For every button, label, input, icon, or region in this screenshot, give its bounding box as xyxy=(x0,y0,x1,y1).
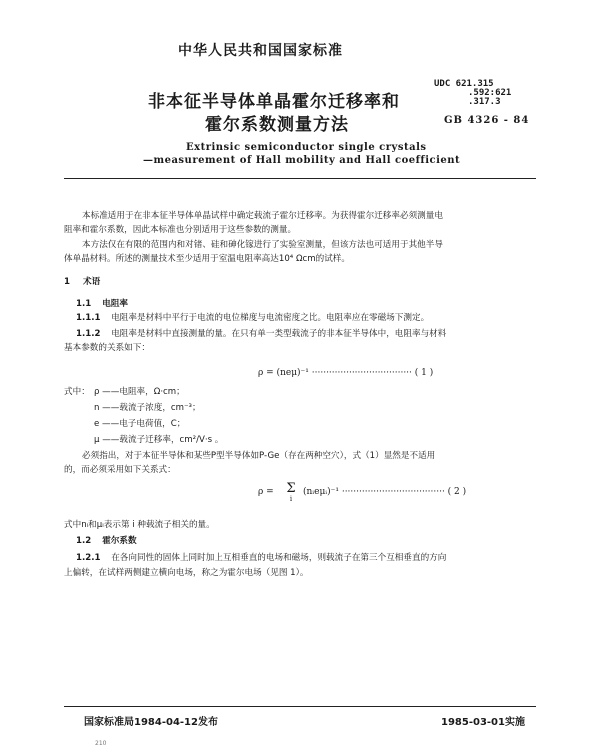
equation-2-note: 式中nᵢ和μᵢ表示第 i 种载流子相关的量。 xyxy=(64,520,215,530)
gb-number: GB 4326 - 84 xyxy=(444,115,530,126)
standard-org-header: 中华人民共和国国家标准 xyxy=(178,43,343,59)
clause-number: 1.1.1 xyxy=(76,313,101,323)
definition-n: n ——载流子浓度，cm⁻³； xyxy=(94,403,201,413)
definition-mu: μ ——载流子迁移率，cm²/V·s 。 xyxy=(94,435,224,445)
clause-text: 电阻率是材料中直接测量的量。在只有单一类型载流子的非本征半导体中，电阻率与材料 xyxy=(111,329,447,339)
sigma-subscript: i xyxy=(289,495,293,503)
sigma-symbol-block xyxy=(282,482,300,503)
clause-number: 1.2.1 xyxy=(76,553,101,563)
definition-e: e ——电子电荷值，C； xyxy=(94,419,186,429)
equation-2-right: (nᵢeμᵢ)⁻¹ ···································· ( 2 ) xyxy=(303,487,467,497)
note-paragraph-line-1: 必须指出，对于本征半导体和某些P型半导体如P-Ge（存在两种空穴），式（1）显然是不适用 xyxy=(82,451,436,461)
clause-1-1-2 xyxy=(76,327,446,339)
section-1-2-heading xyxy=(76,534,137,546)
clause-1-1-2-line-2: 基本参数的关系如下： xyxy=(64,343,150,353)
title-line-2: 霍尔系数测量方法 xyxy=(205,115,349,135)
page-number: 210 xyxy=(95,740,107,747)
intro-paragraph-1-line-2: 阻率和霍尔系数，因此本标准也分别适用于这些参数的测量。 xyxy=(64,225,297,235)
clause-1-2-1 xyxy=(76,551,446,563)
section-1-1-heading xyxy=(76,297,128,309)
where-label: 式中： xyxy=(64,387,90,397)
footer-divider xyxy=(64,706,536,707)
clause-1-2-1-line-2: 上偏转，在试样两侧建立横向电场，称之为霍尔电场（见图 1）。 xyxy=(64,568,309,578)
section-1-heading xyxy=(64,275,100,287)
section-title: 霍尔系数 xyxy=(102,536,137,546)
section-title: 电阻率 xyxy=(102,299,129,309)
approval-date: 国家标准局1984-04-12发布 xyxy=(84,717,218,728)
note-paragraph-line-2: 的，而必须采用如下关系式： xyxy=(64,465,176,475)
clause-number: 1.1.2 xyxy=(76,329,101,339)
english-title-2: —measurement of Hall mobility and Hall coefficient xyxy=(143,155,461,166)
clause-1-1-1 xyxy=(76,311,429,323)
equation-2-left: ρ = xyxy=(258,487,274,497)
intro-paragraph-2-line-1: 本方法仅在有限的范围内和对锗、硅和砷化镓进行了实验室测量，但该方法也可适用于其他半导 xyxy=(82,240,443,250)
sigma-symbol: Σ xyxy=(286,481,296,496)
intro-paragraph-1-line-1: 本标准适用于在非本征半导体单晶试样中确定载流子霍尔迁移率。为获得霍尔迁移率必须测量电 xyxy=(82,211,443,221)
section-number: 1.1 xyxy=(76,299,92,309)
header-divider xyxy=(64,178,536,179)
equation-1: ρ = (neμ)⁻¹ ··································· ( 1 ) xyxy=(258,368,434,378)
effective-date: 1985-03-01实施 xyxy=(441,717,525,728)
definition-rho: ρ ——电阻率，Ω·cm； xyxy=(94,387,185,397)
intro-paragraph-2-line-2: 体单晶材料。所述的测量技术至少适用于室温电阻率高达10⁴ Ωcm的试样。 xyxy=(64,254,350,264)
english-title-1: Extrinsic semiconductor single crystals xyxy=(186,142,427,153)
section-number: 1.2 xyxy=(76,536,92,546)
udc-line-3: .317.3 xyxy=(468,97,501,107)
clause-text: 电阻率是材料中平行于电流的电位梯度与电流密度之比。电阻率应在零磁场下测定。 xyxy=(111,313,430,323)
section-title: 术语 xyxy=(82,277,101,287)
title-line-1: 非本征半导体单晶霍尔迁移率和 xyxy=(148,92,400,112)
udc-line-1: UDC 621.315 xyxy=(434,79,494,89)
udc-code xyxy=(434,80,511,107)
udc-line-2: .592:621 xyxy=(468,88,512,98)
clause-text: 在各向同性的固体上同时加上互相垂直的电场和磁场，则载流子在第三个互相垂直的方向 xyxy=(111,553,447,563)
section-number: 1 xyxy=(64,277,70,287)
